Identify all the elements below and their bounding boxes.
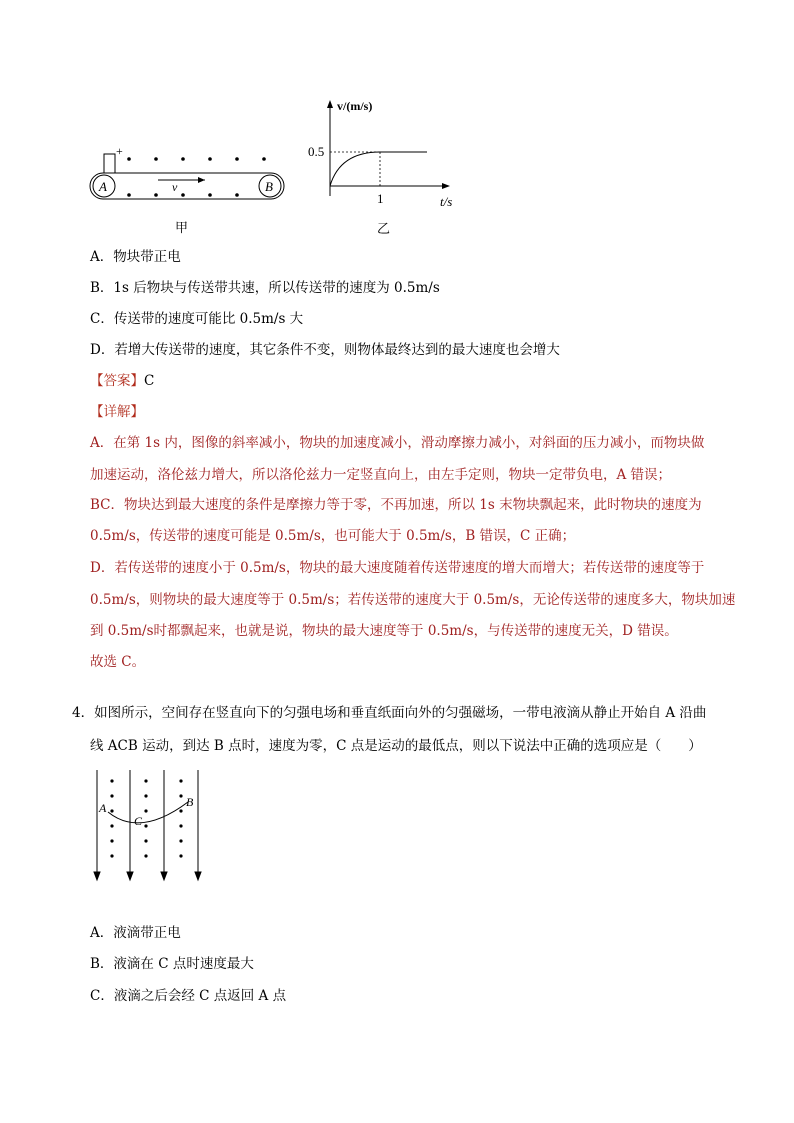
x-tick-label: 1 — [377, 191, 384, 206]
conveyor-belt-diagram — [88, 140, 298, 240]
conclusion: 故选 C。 — [90, 654, 146, 670]
detail-line-4: 0.5m/s，传送带的速度可能是 0.5m/s，也可能大于 0.5m/s，B 错误，C 正确； — [90, 528, 576, 544]
y-axis-label: v/(m/s) — [337, 99, 373, 113]
q3-option-c: C．传送带的速度可能比 0.5m/s 大 — [90, 311, 304, 327]
figure-yi-caption: 乙 — [377, 221, 391, 236]
detail-line-3: BC．物块达到最大速度的条件是摩擦力等于零，不再加速，所以 1s 末物块飘起来，此时物块的速度为 — [90, 497, 702, 513]
point-a-label: A — [99, 179, 107, 194]
q4-option-c: C．液滴之后会经 C 点返回 A 点 — [90, 988, 287, 1004]
q4-option-a: A．液滴带正电 — [90, 925, 181, 941]
detail-line-5: D．若传送带的速度小于 0.5m/s，物块的最大速度随着传送带速度的增大而增大；若传送带的速度等于 — [90, 560, 705, 576]
q4-stem-line-1: 4．如图所示，空间存在竖直向下的匀强电场和垂直纸面向外的匀强磁场，一带电液滴从静止开始自 A 沿曲 — [72, 705, 707, 721]
detail-line-2: 加速运动，洛伦兹力增大，所以洛伦兹力一定竖直向上，由左手定则，物块一定带负电，A 错误； — [90, 467, 672, 483]
field-dots-bottom — [127, 193, 239, 197]
velocity-time-graph — [305, 96, 465, 241]
detail-line-7: 到 0.5m/s时都飘起来，也就是说，物块的最大速度等于 0.5m/s，与传送带的速度无关，D 错误。 — [90, 623, 678, 639]
magnetic-field-dots — [110, 779, 182, 857]
q3-option-b: B．1s 后物块与传送带共速，所以传送带的速度为 0.5m/s — [90, 280, 440, 296]
q3-answer — [90, 371, 154, 391]
field-dots-top — [127, 157, 266, 161]
velocity-label: v — [172, 180, 178, 194]
field-diagram — [88, 766, 213, 888]
q4-figure — [88, 766, 213, 888]
detail-line-6: 0.5m/s，则物块的最大速度等于 0.5m/s；若传送带的速度大于 0.5m/s，无论传送带的速度多大，物块加速 — [90, 592, 736, 608]
velocity-curve — [330, 152, 380, 186]
q3-option-a: A．物块带正电 — [90, 249, 181, 265]
plus-sign: + — [116, 144, 123, 158]
q4-point-a: A — [99, 801, 107, 815]
point-b-label: B — [265, 179, 273, 194]
block — [104, 154, 115, 173]
q4-point-b: B — [186, 795, 194, 809]
electric-field-lines — [94, 770, 201, 880]
trajectory-acb — [108, 802, 188, 823]
q4-stem-line-2: 线 ACB 运动，到达 B 点时，速度为零，C 点是运动的最低点，则以下说法中正确的选项应是（ ） — [90, 738, 702, 754]
figure-jia-caption: 甲 — [175, 220, 189, 235]
q4-option-b: B．液滴在 C 点时速度最大 — [90, 956, 254, 972]
q3-option-d: D．若增大传送带的速度，其它条件不变，则物体最终达到的最大速度也会增大 — [90, 342, 560, 358]
detail-label: 【详解】 — [90, 404, 144, 420]
answer-label: 【答案】 — [90, 373, 144, 389]
x-axis-label: t/s — [440, 194, 453, 209]
q4-point-c: C — [134, 814, 143, 828]
figure-jia — [88, 140, 298, 240]
figure-yi — [305, 96, 465, 241]
detail-line-1: A．在第 1s 内，图像的斜率减小，物块的加速度减小，滑动摩擦力减小，对斜面的压力减小，而物块做 — [90, 435, 705, 451]
answer-value: C — [144, 373, 155, 389]
y-tick-label: 0.5 — [308, 144, 325, 159]
